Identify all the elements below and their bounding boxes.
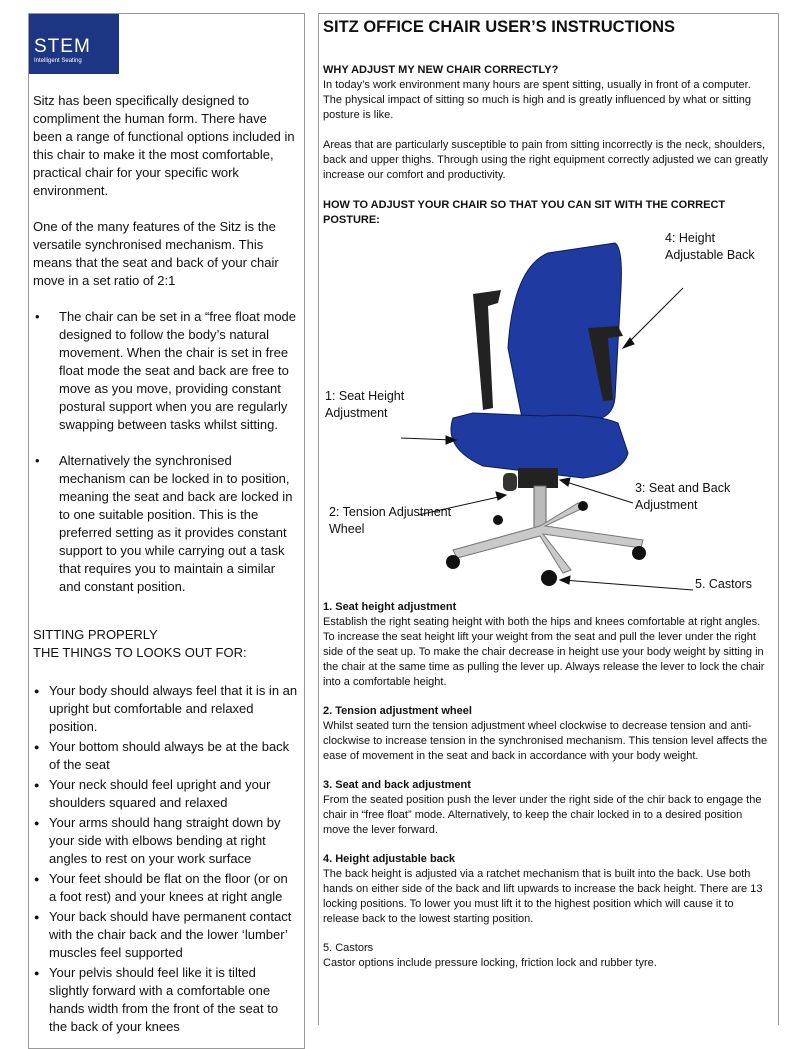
how-heading: HOW TO ADJUST YOUR CHAIR SO THAT YOU CAN SIT WITH THE CORRECT POSTURE:	[323, 199, 726, 226]
chair-diagram-area	[323, 228, 772, 600]
arrow-castors	[563, 580, 693, 590]
list-item: ● Your back should have permanent contact with the chair back and the lower ‘lumber’ muscles feel supported	[33, 908, 298, 962]
why-paragraph: Areas that are particularly susceptible to pain from sitting incorrectly is the neck, shoulders, back and upper thighs. Through using the right equipment correctly adjusted we can greatly increase our comfort and productivity.	[323, 139, 768, 181]
sitting-heading-line: THE THINGS TO LOOKS OUT FOR:	[33, 645, 247, 660]
why-paragraph: In today’s work environment many hours are spent sitting, usually in front of a computer. The physical impact of sitting so much is high and is greatly influenced by what or sitting posture is like.	[323, 79, 751, 121]
page-title: SITZ OFFICE CHAIR USER’S INSTRUCTIONS	[323, 18, 676, 36]
list-item: • The chair can be set in a “free float mode designed to follow the body’s natural movement. When the chair is set in free float mode the seat and back are free to move as you move, providing constant postural support when you are regularly swapping between tasks whilst sitting.	[33, 308, 298, 434]
section-heading: 2. Tension adjustment wheel	[323, 705, 472, 717]
stem-logo	[29, 14, 119, 74]
logo-wordmark: STEM	[34, 36, 91, 57]
logo-tagline: Intelligent Seating	[34, 58, 82, 64]
sitting-heading	[33, 626, 298, 662]
section-seat-height	[323, 600, 772, 690]
label-seat-height: 1: Seat Height Adjustment	[325, 389, 405, 420]
list-item: ● Your arms should hang straight down by your side with elbows bending at right angles to rest on your work surface	[33, 814, 298, 868]
list-item: ● Your feet should be flat on the floor (or on a foot rest) and your knees at right angle	[33, 870, 298, 906]
sitting-heading-line: SITTING PROPERLY	[33, 627, 158, 642]
section-castors	[323, 941, 772, 971]
intro-paragraph: Sitz has been specifically designed to compliment the human form. There have been a range of functional options included in this chair to make it the most comfortable, practical chair for your specific work environment.	[33, 93, 295, 198]
why-section	[323, 63, 772, 183]
arrow-height-back	[625, 288, 683, 346]
section-heading: 1. Seat height adjustment	[323, 601, 457, 613]
section-body: From the seated position push the lever under the right side of the chir back to engage the chair in “free float” mode. Alternatively, to keep the chair locked in to a desired position move the lever forward.	[323, 794, 762, 836]
why-heading: WHY ADJUST MY NEW CHAIR CORRECTLY?	[323, 64, 559, 76]
label-castors: 5. Castors	[695, 577, 752, 591]
section-tension	[323, 704, 772, 764]
section-body: Castor options include pressure locking, friction lock and rubber tyre.	[323, 957, 657, 969]
section-height-back	[323, 852, 772, 927]
features-paragraph: One of the many features of the Sitz is the versatile synchronised mechanism. This means that the seat and back of your chair move in a set ratio of 2:1	[33, 219, 279, 288]
tips-list	[33, 682, 298, 1036]
instruction-sections	[323, 600, 772, 971]
label-tension: 2: Tension Adjustment Wheel	[329, 505, 452, 536]
left-column	[28, 13, 305, 1049]
list-item: ● Your body should always feel that it is in an upright but comfortable and relaxed position.	[33, 682, 298, 736]
arrow-seat-back	[563, 481, 633, 503]
mode-list	[33, 308, 298, 596]
section-body: Establish the right seating height with both the hips and knees comfortable at right angles. To increase the seat height lift your weight from the seat and pull the lever under the right side of the seat up. To make the chair decrease in height use your body weight by sitting in the chair at the same time as pulling the lever up. Always release the lever to lock the chair into a comfortable height.	[323, 616, 765, 688]
section-body: Whilst seated turn the tension adjustment wheel clockwise to decrease tension and anti-clockwise to increase tension in the synchronised mechanism. This tension level affects the ease of movement in the seat and back in accordance with your body weight.	[323, 720, 768, 762]
label-height-back: 4: Height Adjustable Back	[665, 231, 755, 262]
chair-illustration	[446, 243, 646, 586]
section-heading: 3. Seat and back adjustment	[323, 779, 471, 791]
list-item: ● Your pelvis should feel like it is tilted slightly forward with a comfortable one hands width from the front of the seat to the back of your knees	[33, 964, 298, 1036]
right-column	[318, 13, 779, 1025]
list-item: • Alternatively the synchronised mechanism can be locked in to position, meaning the seat and back are locked in to one suitable position. This is the preferred setting as it provides constant support to you while carrying out a task that requires you to maintain a similar and constant position.	[33, 452, 298, 596]
section-heading: 5. Castors	[323, 942, 374, 954]
list-item: ● Your bottom should always be at the back of the seat	[33, 738, 298, 774]
list-item: ● Your neck should feel upright and your shoulders squared and relaxed	[33, 776, 298, 812]
label-seat-back: 3: Seat and Back Adjustment	[635, 481, 731, 512]
section-seat-back	[323, 778, 772, 838]
section-body: The back height is adjusted via a ratchet mechanism that is built into the back. Use both hands on either side of the back and lift upwards to increase the back height. There are 13 locking positions. To lower you must lift it to the highest position which will cause it to release back to the lowest starting position.	[323, 868, 763, 925]
section-heading: 4. Height adjustable back	[323, 853, 456, 865]
arrow-seat-height	[401, 438, 453, 440]
